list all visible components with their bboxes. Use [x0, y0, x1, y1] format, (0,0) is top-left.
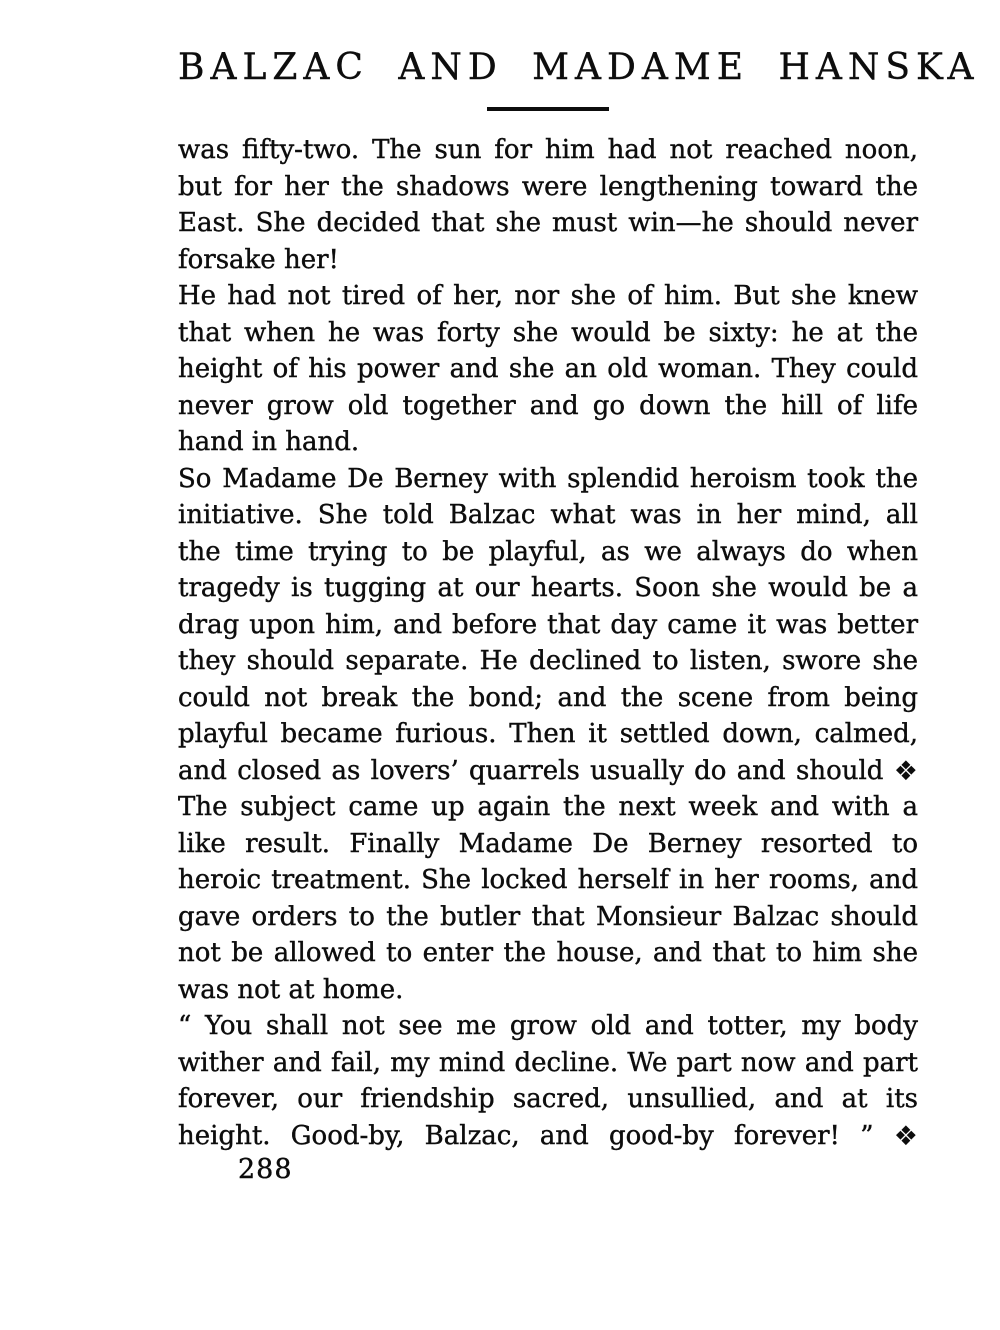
line-text: like result. Finally Madame De Berney resorted to: [178, 828, 918, 859]
line-text: drag upon him, and before that day came it was better: [178, 609, 918, 640]
text-line: [178, 169, 918, 206]
text-line: [178, 388, 918, 425]
line-text: The subject came up again the next week and with a: [178, 792, 918, 822]
line-text: hand in hand.: [178, 427, 360, 457]
text-line: [178, 716, 918, 753]
line-text: never grow old together and go down the hill of life: [178, 390, 918, 421]
fleuron-icon: ❖: [893, 1120, 919, 1152]
line-text: heroic treatment. She locked herself in her rooms, and: [178, 865, 918, 895]
text-line: [178, 753, 918, 790]
line-text: that when he was forty she would be sixty: he at the: [178, 317, 918, 348]
line-text: wither and fail, my mind decline. We part now and part: [178, 1047, 918, 1078]
line-text: playful became furious. Then it settled down, calmed,: [178, 719, 918, 749]
text-line: [178, 643, 918, 680]
text-line: [178, 826, 918, 863]
text-line: [178, 1008, 918, 1045]
text-line: [178, 680, 918, 717]
text-line: [178, 242, 918, 279]
line-text: could not break the bond; and the scene from being: [178, 682, 918, 713]
text-line: [178, 461, 918, 498]
line-text: and closed as lovers’ quarrels usually do and should: [178, 755, 884, 786]
line-text: forsake her!: [178, 244, 339, 275]
text-line: [178, 497, 918, 534]
text-line: [178, 899, 918, 936]
line-text: height. Good-by, Balzac, and good-by forever! ”: [178, 1120, 874, 1151]
text-line: [178, 862, 918, 899]
text-line: [178, 534, 918, 571]
line-text: the time trying to be playful, as we always do when: [178, 536, 918, 567]
text-line: [178, 570, 918, 607]
line-text: forever, our friendship sacred, unsullied, and at its: [178, 1084, 918, 1114]
text-line: [178, 278, 918, 315]
text-line: [178, 132, 918, 169]
line-text: So Madame De Berney with splendid heroism took the: [178, 463, 918, 494]
line-text: they should separate. He declined to listen, swore she: [178, 646, 918, 676]
text-line: [178, 1045, 918, 1082]
text-line: [178, 424, 918, 461]
page-header: [178, 46, 980, 111]
line-text: not be allowed to enter the house, and that to him she: [178, 938, 918, 968]
line-text: tragedy is tugging at our hearts. Soon she would be a: [178, 573, 918, 603]
text-line: [178, 607, 918, 644]
text-line: [178, 315, 918, 352]
text-block: [178, 132, 918, 1154]
line-text: but for her the shadows were lengthening toward the: [178, 171, 918, 202]
running-head-title: BALZAC AND MADAME HANSKA: [178, 47, 980, 88]
page-number: 288: [238, 1154, 293, 1185]
text-line: [178, 205, 918, 242]
text-line: [178, 351, 918, 388]
text-line: [178, 935, 918, 972]
line-text: was not at home.: [178, 974, 404, 1005]
line-text: was fifty-two. The sun for him had not reached noon,: [178, 135, 918, 165]
line-text: gave orders to the butler that Monsieur Balzac should: [178, 901, 918, 932]
header-rule: [487, 107, 609, 111]
line-text: “ You shall not see me grow old and totter, my body: [178, 1011, 918, 1041]
text-line: [178, 789, 918, 826]
line-text: He had not tired of her, nor she of him. But she knew: [178, 281, 918, 311]
text-line: [178, 1081, 918, 1118]
text-line: [178, 1118, 918, 1155]
fleuron-icon: ❖: [893, 755, 919, 787]
line-text: East. She decided that she must win—he should never: [178, 208, 918, 238]
line-text: initiative. She told Balzac what was in her mind, all: [178, 500, 918, 530]
line-text: height of his power and she an old woman. They could: [178, 354, 918, 384]
text-line: [178, 972, 918, 1009]
